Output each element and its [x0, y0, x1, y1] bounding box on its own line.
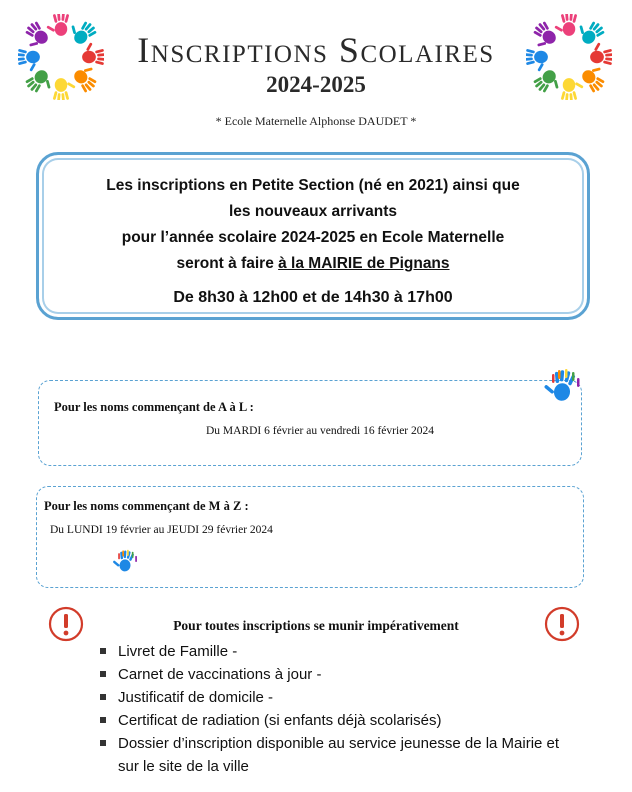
document-item: Certificat de radiation (si enfants déjà scolarisés): [118, 712, 442, 729]
list-item: [100, 686, 570, 709]
document-item: Carnet de vaccinations à jour -: [118, 666, 322, 683]
range-dates-m-z: Du LUNDI 19 février au JEUDI 29 février 2024: [50, 524, 273, 536]
document-item: Dossier d’inscription disponible au service jeunesse de la Mairie et sur le site de la ville: [118, 735, 560, 775]
range-box-a-l: [38, 380, 582, 466]
list-item: [100, 732, 570, 778]
info-line-1: Les inscriptions en Petite Section (né en 2021) ainsi que: [106, 177, 520, 194]
document-item: Livret de Famille -: [118, 643, 238, 660]
mairie-location: à la MAIRIE de Pignans: [278, 255, 450, 272]
bullet-icon: [100, 694, 106, 700]
range-dates-a-l: Du MARDI 6 février au vendredi 16 février 2024: [205, 425, 434, 437]
range-label-a-l: Pour les noms commençant de A à L :: [54, 400, 254, 414]
list-item: [100, 640, 570, 663]
opening-hours: De 8h30 à 12h00 et de 14h30 à 17h00: [173, 289, 453, 306]
bullet-icon: [100, 717, 106, 723]
school-year: 2024-2025: [266, 72, 366, 97]
list-item: [100, 663, 570, 686]
bullet-icon: [100, 648, 106, 654]
bullet-icon: [100, 671, 106, 677]
handprint-icon: [540, 364, 584, 410]
info-line-4: [36, 255, 590, 273]
range-label-m-z: Pour les noms commençant de M à Z :: [44, 499, 249, 513]
bullet-icon: [100, 740, 106, 746]
handprint-icon: [110, 546, 140, 578]
info-line-3: pour l’année scolaire 2024-2025 en Ecole Maternelle: [121, 229, 505, 246]
requirements-title: Pour toutes inscriptions se munir impérativement: [173, 618, 459, 633]
info-line-4-prefix: seront à faire: [176, 255, 279, 272]
document-item: Justificatif de domicile -: [118, 689, 274, 706]
list-item: [100, 709, 570, 732]
school-name: * Ecole Maternelle Alphonse DAUDET *: [215, 114, 417, 128]
documents-list: [100, 640, 570, 778]
page-title: Inscriptions Scolaires: [137, 30, 495, 70]
info-line-2: les nouveaux arrivants: [229, 203, 397, 220]
